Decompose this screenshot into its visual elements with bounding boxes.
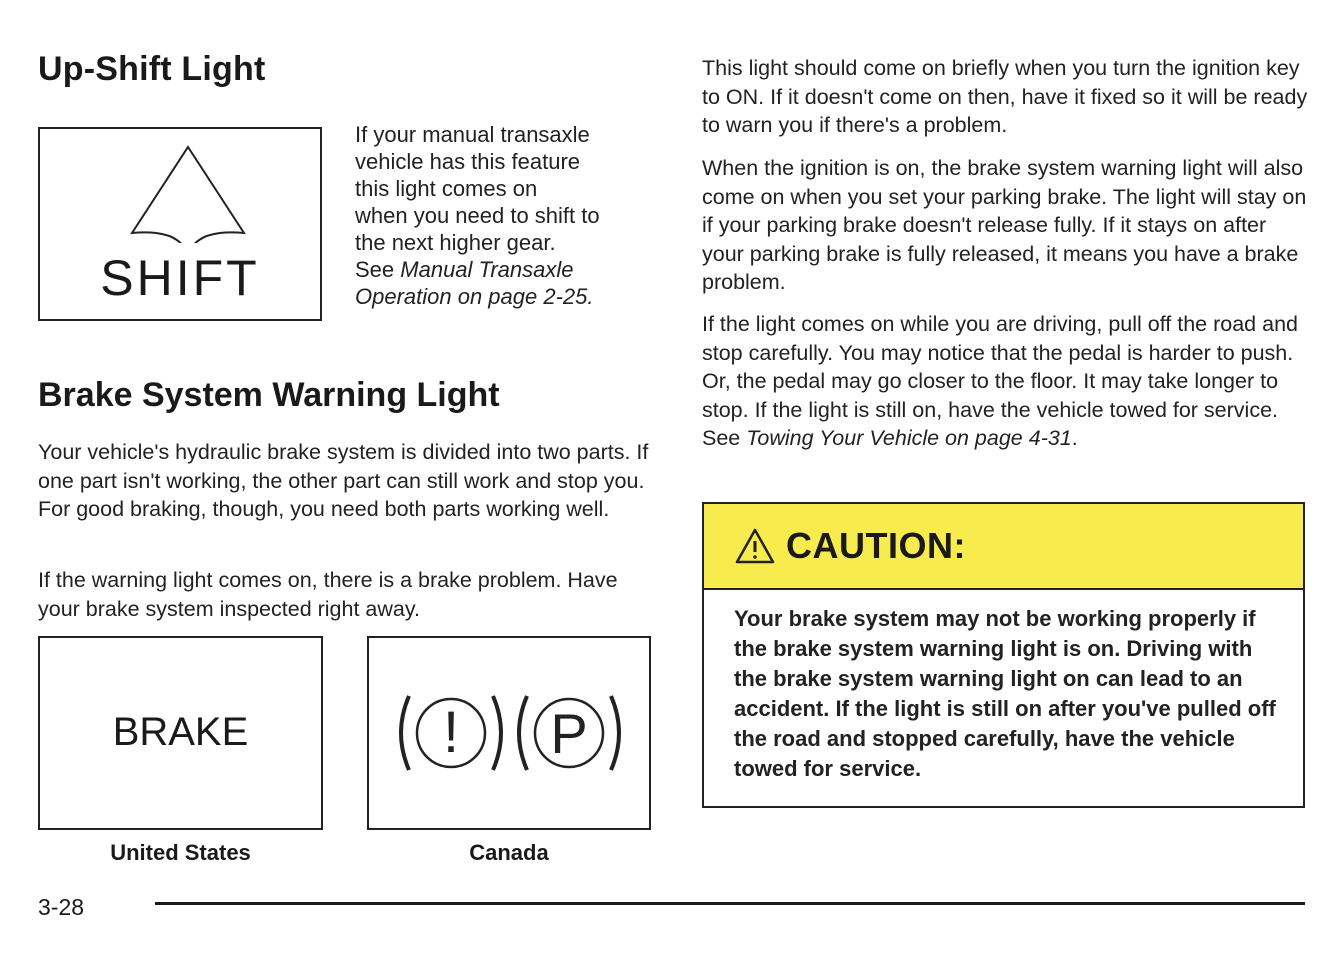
upshift-line: when you need to shift to <box>355 203 600 228</box>
upshift-arrow-icon <box>128 143 248 243</box>
shift-light-figure <box>38 127 322 321</box>
right-para-3 <box>702 310 1312 453</box>
brake-para-2: If the warning light comes on, there is a brake problem. Have your brake system inspected right away. <box>38 568 618 621</box>
caution-title: CAUTION: <box>786 525 966 566</box>
upshift-line: If your manual transaxle <box>355 122 590 147</box>
caution-header <box>704 504 1303 590</box>
towing-link[interactable]: Towing Your Vehicle on page 4-31 <box>746 426 1072 450</box>
see-prefix: See <box>355 257 401 282</box>
warning-triangle-icon <box>734 527 776 565</box>
page-number: 3-28 <box>38 894 85 920</box>
brake-lamp-label: BRAKE <box>112 710 249 754</box>
canada-caption: Canada <box>469 840 549 865</box>
right-para-3-end: . <box>1071 426 1078 450</box>
us-caption: United States <box>110 840 251 865</box>
brake-light-us-figure <box>38 636 323 830</box>
manual-transaxle-link-cont[interactable]: Operation on page 2-25. <box>355 284 594 309</box>
exclamation-glyph: ! <box>442 700 460 765</box>
caution-text: Your brake system may not be working properly if the brake system warning light is on. Driving with the brake system warning light on can lead to an accident. If the light is still on after you've pulled off the road and stopped carefully, have the vehicle towed for service. <box>734 606 1276 781</box>
manual-transaxle-link[interactable]: Manual Transaxle <box>400 257 574 282</box>
parking-p-glyph: P <box>550 702 588 765</box>
upshift-line: the next higher gear. <box>355 230 556 255</box>
upshift-description <box>355 121 655 310</box>
upshift-see-ref <box>355 256 655 283</box>
brake-warning-icon <box>391 678 631 788</box>
shift-lamp-label: SHIFT <box>100 250 260 306</box>
right-para-3-text: If the light comes on while you are driving, pull off the road and stop carefully. You may notice that the pedal is harder to push. Or, the pedal may go closer to the floor. It may take longer to stop. If the light is still on, have the vehicle towed for service. See <box>702 312 1298 450</box>
right-para-2: When the ignition is on, the brake system warning light will also come on when you set your parking brake. The light will stay on if your parking brake doesn't release fully. If it stays on after your parking brake is fully released, it means you have a brake problem. <box>702 156 1307 294</box>
caution-box <box>702 502 1305 808</box>
footer-rule <box>155 902 1305 905</box>
brake-light-canada-figure <box>367 636 651 830</box>
upshift-heading: Up-Shift Light <box>38 50 266 88</box>
upshift-line: vehicle has this feature <box>355 149 581 174</box>
brake-para-1: Your vehicle's hydraulic brake system is divided into two parts. If one part isn't working, the other part can still work and stop you. For good braking, though, you need both parts working well. <box>38 440 649 521</box>
right-para-1: This light should come on briefly when you turn the ignition key to ON. If it doesn't come on then, have it fixed so it will be ready to warn you if there's a problem. <box>702 56 1308 137</box>
brake-warning-heading: Brake System Warning Light <box>38 376 500 414</box>
upshift-line: this light comes on <box>355 176 538 201</box>
